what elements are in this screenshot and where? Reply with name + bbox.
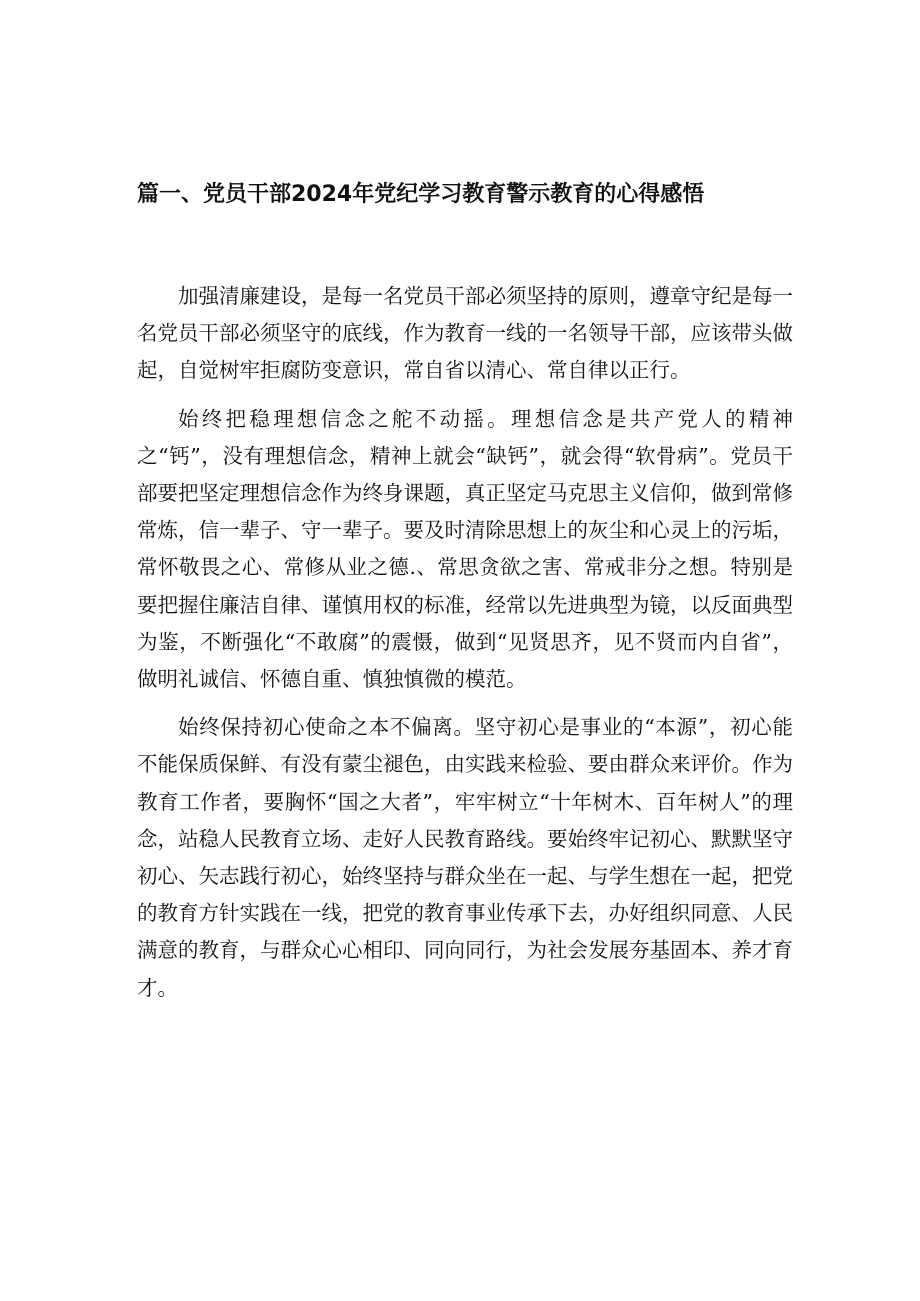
document-body bbox=[137, 278, 793, 1018]
paragraph-3: 始终保持初心使命之本不偏离。坚守初心是事业的“本源”，初心能不能保质保鲜、有没有蒙尘褪色，由实践来检验、要由群众来评价。作为教育工作者，要胸怀“国之大者”，牢牢树立“十年树木、百年树人”的理念，站稳人民教育立场、走好人民教育路线。要始终牢记初心、默默坚守初心、矢志践行初心，始终坚持与群众坐在一起、与学生想在一起，把党的教育方针实践在一线，把党的教育事业传承下去，办好组织同意、人民满意的教育，与群众心心相印、同向同行，为社会发展夯基固本、养才育才。 bbox=[137, 715, 793, 1000]
paragraph-1: 加强清廉建设，是每一名党员干部必须坚持的原则，遵章守纪是每一名党员干部必须坚守的底线，作为教育一线的一名领导干部，应该带头做起，自觉树牢拒腐防变意识，常自省以清心、常自律以正行。 bbox=[137, 284, 793, 383]
document-title: 篇一、党员干部2024年党纪学习教育警示教育的心得感悟 bbox=[137, 182, 705, 207]
paragraph-2: 始终把稳理想信念之舵不动摇。理想信念是共产党人的精神之“钙”，没有理想信念，精神上就会“缺钙”，就会得“软骨病”。党员干部要把坚定理想信念作为终身课题，真正坚定马克思主义信仰，做到常修常炼，信一辈子、守一辈子。要及时清除思想上的灰尘和心灵上的污垢，常怀敬畏之心、常修从业之德.、常思贪欲之害、常戒非分之想。特别是要把握住廉洁自律、谨慎用权的标准，经常以先进典型为镜，以反面典型为鉴，不断强化“不敢腐”的震慑，做到“见贤思齐，见不贤而内自省”，做明礼诚信、怀德自重、慎独慎微的模范。 bbox=[137, 406, 793, 692]
